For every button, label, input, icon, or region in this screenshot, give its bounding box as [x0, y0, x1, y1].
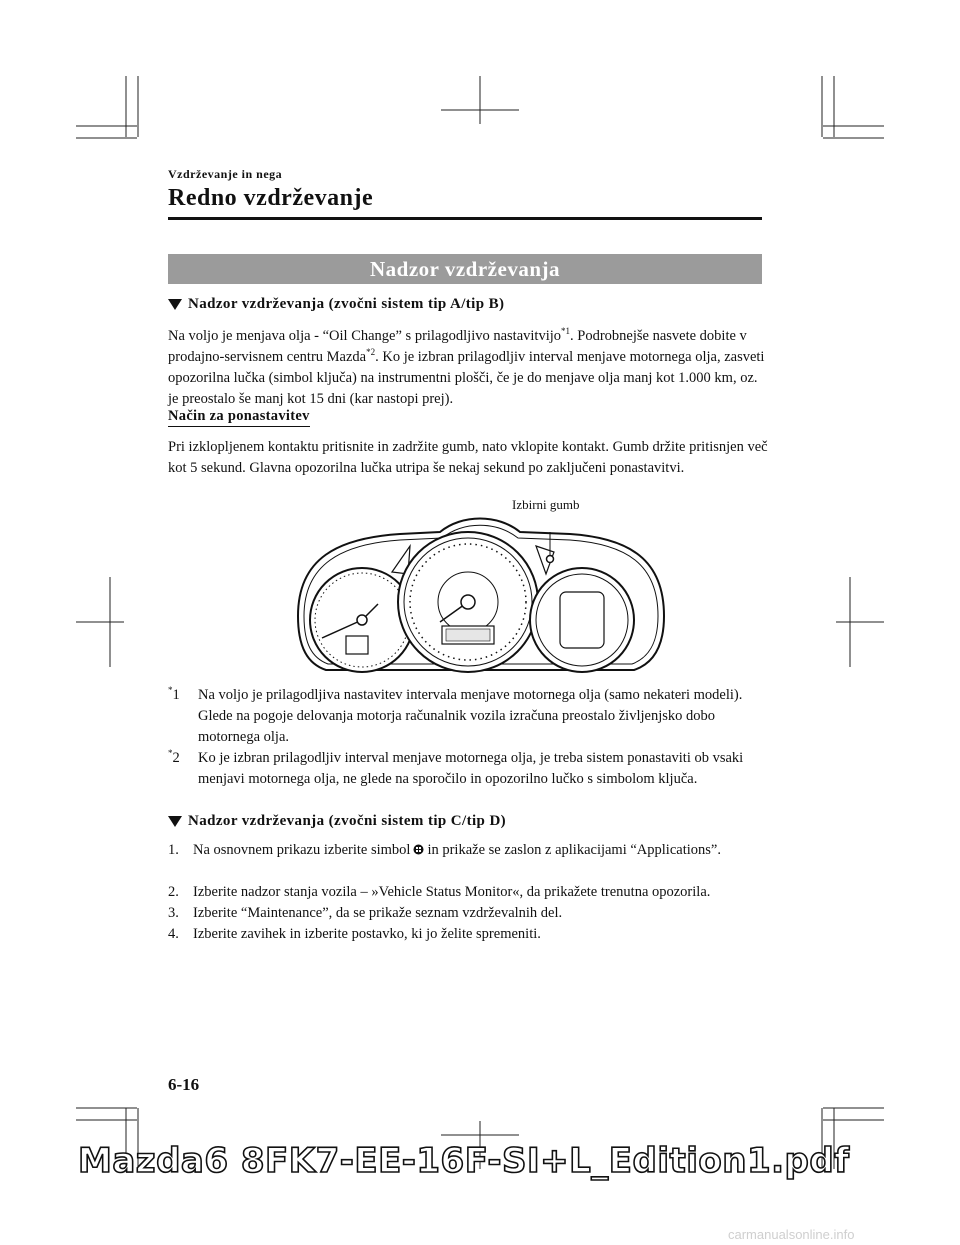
paragraph-oil-change: [168, 326, 768, 410]
footnote-text: Ko je izbran prilagodljiv interval menjave motornega olja, je treba sistem ponastaviti ob vsaki menjavi motornega olja, ne glede na sporočilo in opozorilno lučko s simbolom ključa.: [198, 750, 744, 787]
page-number: 6-16: [168, 1075, 200, 1094]
step-1: [168, 840, 768, 861]
triangle-bullet-icon: [168, 816, 182, 827]
footnote-ref-1: *1: [561, 326, 571, 337]
paragraph-text: Na voljo je menjava olja - “Oil Change” s prilagodljivo nastavitvijo: [168, 328, 562, 344]
running-header: Vzdrževanje in nega: [168, 167, 283, 181]
step-text: Izberite “Maintenance”, da se prikaže seznam vzdrževalnih del.: [193, 905, 563, 921]
footnote-number: *2: [168, 748, 180, 766]
step-number: 4.: [168, 926, 179, 942]
step-number: 2.: [168, 884, 179, 900]
figure-callout-label: Izbirni gumb: [512, 497, 580, 512]
subsection-b-heading-text: Nadzor vzdrževanja (zvočni sistem tip C/tip D): [188, 813, 507, 829]
triangle-bullet-icon: [168, 299, 182, 310]
step-2: [168, 882, 768, 903]
subsection-a-heading: [168, 296, 504, 313]
step-text: Izberite nadzor stanja vozila – »Vehicle Status Monitor«, da prikažete trenutna opozorila.: [193, 884, 711, 900]
apps-icon: [413, 844, 424, 855]
step-number: 3.: [168, 905, 179, 921]
paragraph-reset: Pri izklopljenem kontaktu pritisnite in zadržite gumb, nato vklopite kontakt. Gumb držite pritisnjen več kot 5 sekund. Glavna opozorilna lučka utripa še nekaj sekund po zaključeni ponastavitvi.: [168, 439, 768, 476]
footnote-number: *1: [168, 685, 180, 703]
title-rule: [168, 217, 762, 220]
step-number: 1.: [168, 842, 179, 858]
banner-heading: Nadzor vzdrževanja: [168, 254, 762, 284]
instrument-cluster-illustration: [290, 512, 670, 678]
footnote-1: [168, 685, 768, 748]
footnote-2: [168, 748, 768, 790]
step-text: Izberite zavihek in izberite postavko, ki jo želite spremeniti.: [193, 926, 541, 942]
section-title: Redno vzdrževanje: [168, 185, 374, 211]
watermark: carmanualsonline.info: [728, 1227, 855, 1242]
step-text: in prikaže se zaslon z aplikacijami “Applications”.: [427, 842, 721, 858]
step-text: Na osnovnem prikazu izberite simbol: [193, 842, 411, 858]
step-4: [168, 924, 768, 945]
document-filename: Mazda6 8FK7-EE-16F-SI+L_Edition1.pdf: [78, 1141, 850, 1181]
reset-method-label: Način za ponastavitev: [168, 408, 310, 427]
paragraph-text: . Ko je izbran prilagodljiv interval menjave motornega olja, zasveti opozorilna lučka (simbol ključa) na instrumentni plošči, če je do menjave olja manj kot 1.000 km, oz. je preostalo še manj kot 15 dni (kar nastopi prej).: [168, 349, 765, 407]
footnote-ref-2: *2: [366, 347, 376, 358]
paragraph-text: . Podrobnejše nasvete dobite v prodajno-servisnem centru Mazda: [168, 328, 747, 365]
footnote-text: Na voljo je prilagodljiva nastavitev intervala menjave motornega olja (samo nekateri modeli). Glede na pogoje delovanja motorja računalnik vozila izračuna preostalo življenjsko dobo motornega olja.: [198, 687, 743, 745]
subsection-b-heading: [168, 813, 506, 830]
subsection-a-heading-text: Nadzor vzdrževanja (zvočni sistem tip A/tip B): [188, 296, 505, 312]
step-3: [168, 903, 768, 924]
